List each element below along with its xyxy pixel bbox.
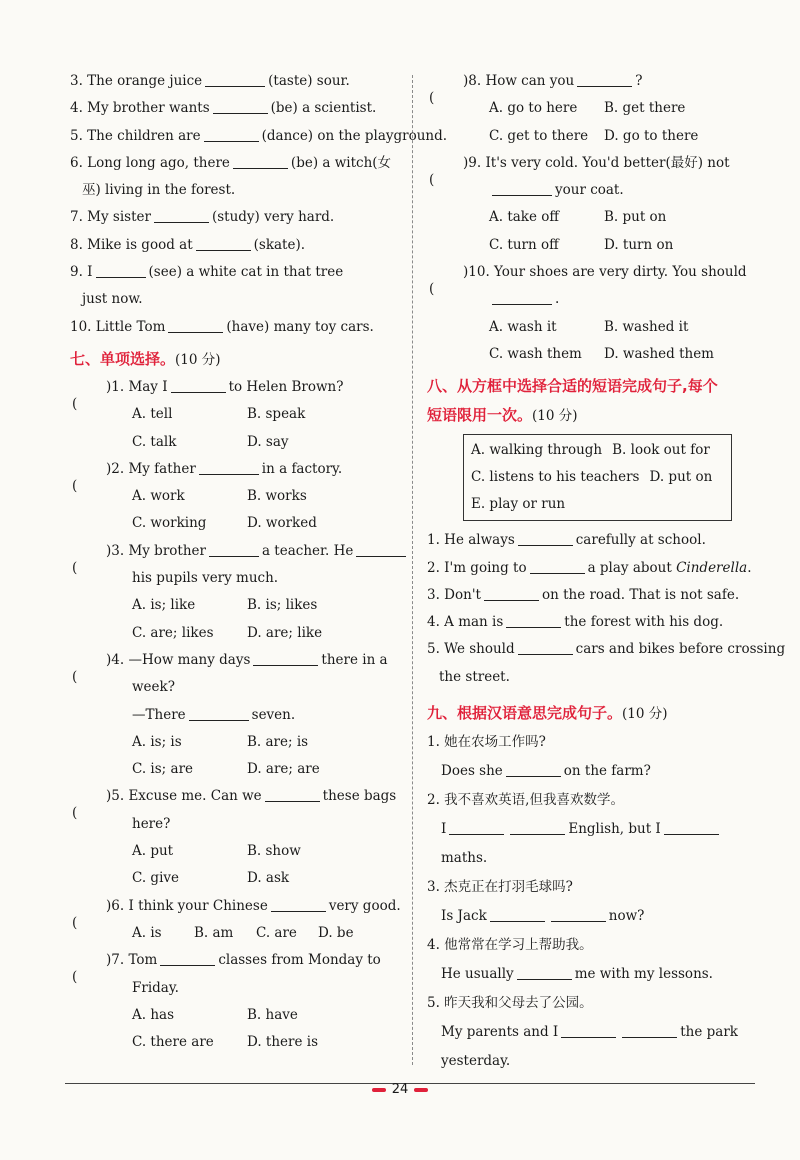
s8-pre: 2. I'm going to [427,559,527,576]
s8-pre: 4. A man is [427,614,504,631]
answer-blank[interactable] [160,953,215,966]
item-text: 9. I [70,264,93,281]
option[interactable]: D. turn on [604,236,674,253]
section9-list [427,728,759,1076]
option[interactable]: A. tell [132,406,173,423]
question-cont-text: —There [132,706,186,723]
question-cont-text: week? [132,679,175,696]
question-row [70,374,402,412]
s9-text: on the farm? [563,763,651,780]
s8-item [427,582,759,609]
option[interactable]: D. go to there [604,127,699,144]
option[interactable]: A. wash it [489,318,557,335]
fill-item [70,95,402,122]
option[interactable]: C. is; are [132,761,194,778]
fill-blank-list [70,68,448,341]
section9-title: 九、根据汉语意思完成句子。 [427,704,623,723]
question-row [70,893,402,931]
option[interactable]: D. be [318,924,354,941]
answer-blank[interactable] [622,1025,677,1038]
question-stem: )4. —How many days [106,651,251,668]
s9-chinese: 1. 她在农场工作吗? [427,734,546,751]
options-row [427,232,759,259]
fill-item [70,259,402,286]
question-cont [70,975,402,1002]
section9-points: (10 分) [622,706,668,723]
question-text [106,374,402,401]
answer-blank[interactable] [196,238,251,251]
multiple-choice-list-right [427,68,759,368]
paren-left: ( [429,281,435,298]
option[interactable]: D. there is [247,1034,319,1051]
answer-blank[interactable] [484,588,539,601]
answer-blank[interactable] [154,210,209,223]
options-row [427,204,759,231]
s8-item [427,664,759,691]
option[interactable]: A. put [132,843,174,860]
option[interactable]: C. are [256,924,297,941]
paren-left: ( [72,668,78,685]
left-column [70,68,448,1056]
question-text [106,783,402,810]
question-stem: )3. My brother [106,542,206,559]
question-text [463,259,759,286]
s9-text: now? [608,908,645,925]
answer-blank[interactable] [530,561,585,574]
question-cont [70,702,402,729]
question-cont [427,177,759,204]
answer-blank[interactable] [561,1025,616,1038]
question-stem: )2. My father [106,460,196,477]
item-hint: (dance) on the playground. [261,127,448,144]
answer-blank[interactable] [518,533,573,546]
s8-post: cars and bikes before crossing [575,641,786,658]
option[interactable]: D. ask [247,870,290,887]
s9-chinese: 3. 杰克正在打羽毛球吗? [427,879,573,896]
option[interactable]: B. get there [604,100,686,117]
options-row [70,920,402,947]
option[interactable]: C. are; likes [132,624,214,641]
question-stem: )8. How can you [463,73,575,89]
answer-blank[interactable] [577,74,632,87]
answer-blank[interactable] [233,156,288,169]
paren-left: ( [72,559,78,576]
s9-chinese: 5. 昨天我和父母去了公园。 [427,995,593,1012]
phrase-row [471,491,724,518]
answer-blank[interactable] [551,909,606,922]
question-rest: ? [635,73,643,89]
phrase-box [463,434,732,521]
question-text [106,538,402,565]
option[interactable]: B. speak [247,406,306,423]
options-row [427,341,759,368]
option[interactable]: C. turn off [489,236,559,253]
option[interactable]: A. is; is [132,733,182,750]
page-number-text: 24 [391,1082,409,1097]
s9-english [427,902,759,931]
question-cont-text: his pupils very much. [132,570,279,587]
question-cont-text: seven. [251,706,296,723]
s8-pre: the street. [439,668,510,685]
s9-english [427,1018,759,1047]
answer-blank[interactable] [199,462,259,475]
paren-left: ( [429,171,435,188]
question-cont [70,565,402,592]
phrase-row [471,464,724,491]
item-text: 6. Long long ago, there [70,154,230,171]
s8-title-em: Cinderella [671,559,748,576]
option[interactable]: D. washed them [604,345,714,362]
option[interactable]: B. is; likes [247,597,318,614]
phrase-option: D. put on [649,469,713,486]
question-rest: these bags [322,788,397,805]
section7-points: (10 分) [175,351,221,368]
item-text: 巫) living in the forest. [82,182,236,199]
s9-text: Is Jack [441,908,487,925]
item-text: 10. Little Tom [70,318,166,335]
options-row [70,838,402,865]
question-row [70,947,402,986]
question-cont-text: your coat. [555,182,624,199]
phrase-option: B. look out for [612,442,710,459]
option[interactable]: B. are; is [247,733,309,750]
option[interactable]: D. are; are [247,761,320,778]
option[interactable]: C. there are [132,1034,214,1051]
fill-item [70,123,448,150]
s8-post: on the road. That is not safe. [541,586,740,603]
options-row [70,620,402,647]
question-cont-text: here? [132,815,171,832]
page-number [0,1082,800,1097]
option[interactable]: C. wash them [489,345,582,362]
options-row [70,1029,402,1056]
question-row [70,456,402,494]
question-stem: )1. May I [106,378,168,395]
option[interactable]: C. give [132,870,180,887]
answer-blank[interactable] [490,909,545,922]
answer-blank[interactable] [492,292,552,305]
question-text [106,947,402,974]
item-text: 3. The orange juice [70,73,203,89]
fill-item [70,314,402,341]
option[interactable]: D. worked [247,515,317,532]
s9-text: I [441,821,447,838]
question-rest: classes from Monday to [218,952,381,969]
options-row [70,865,402,892]
options-row [70,1002,402,1029]
answer-blank[interactable] [664,822,719,835]
answer-blank[interactable] [271,899,326,912]
item-text: 7. My sister [70,209,151,226]
answer-blank[interactable] [506,615,561,628]
answer-blank[interactable] [205,74,265,87]
s8-item [427,555,759,582]
answer-blank[interactable] [265,789,320,802]
question-cont [427,286,759,313]
item-hint: (be) a scientist. [270,100,377,117]
s8-post: the forest with his dog. [564,614,724,631]
multiple-choice-list-left [70,374,402,1056]
options-row [427,95,759,122]
paren-left: ( [72,969,78,986]
question-stem: )9. It's very cold. You'd better(最好) not [463,154,730,171]
s9-english [427,757,759,786]
fill-item [70,68,402,95]
answer-blank[interactable] [492,183,552,196]
s8-pre: 5. We should [427,641,515,658]
answer-blank[interactable] [209,544,259,557]
phrase-option: A. walking through [471,442,603,459]
item-hint: (study) very hard. [211,209,335,226]
option[interactable]: D. are; like [247,624,323,641]
s9-chinese: 4. 他常常在学习上帮助我。 [427,937,593,954]
question-rest: in a factory. [261,460,343,477]
s9-chinese: 2. 我不喜欢英语,但我喜欢数学。 [427,792,624,809]
option[interactable]: B. have [247,1006,298,1023]
s8-item [427,636,786,663]
question-text [463,150,759,177]
dash-decoration [414,1088,428,1092]
question-rest: a teacher. He [261,542,354,559]
question-row [427,259,759,298]
paren-left: ( [429,90,435,106]
options-row [70,756,402,783]
answer-blank[interactable] [96,265,146,278]
option[interactable]: A. is; like [132,597,196,614]
item-text: 8. Mike is good at [70,236,193,253]
question-rest: very good. [328,897,401,914]
phrase-option: C. listens to his teachers [471,469,640,486]
dash-decoration [372,1088,386,1092]
paren-left: ( [72,395,78,412]
s8-tail: . [747,559,752,576]
option[interactable]: B. am [194,924,234,941]
phrase-row [471,437,724,464]
question-rest: there in a [321,651,388,668]
option[interactable]: A. is [132,924,162,941]
question-stem: )10. Your shoes are very dirty. You should [463,264,747,281]
options-row [70,729,402,756]
item-text: just now. [82,291,143,308]
column-divider [412,75,413,1065]
answer-blank[interactable] [204,129,259,142]
s8-post: carefully at school. [575,532,706,549]
question-text [463,68,759,95]
option[interactable]: A. take off [489,209,559,226]
section8-title-line1: 八、从方框中选择合适的短语完成句子,每个 [427,377,718,396]
options-row [70,483,402,510]
answer-blank[interactable] [518,642,573,655]
option[interactable]: A. has [132,1006,175,1023]
answer-blank[interactable] [449,822,504,835]
section7-title: 七、单项选择。 [70,349,176,368]
question-text [106,893,402,920]
option[interactable]: A. work [132,488,185,505]
fill-item [70,232,402,259]
option[interactable]: C. talk [132,433,177,450]
options-row [427,123,759,150]
s8-item [427,527,759,554]
period: . [555,291,560,308]
question-row [427,150,759,188]
question-stem: )7. Tom [106,952,158,969]
answer-blank[interactable] [517,967,572,980]
section8-heading [427,372,759,430]
section8-title-line2: 短语限用一次。 [427,406,533,425]
s9-english-cont: yesterday. [441,1053,511,1070]
section8-points: (10 分) [532,408,578,425]
answer-blank[interactable] [171,380,226,393]
item-hint: (taste) sour. [268,73,350,89]
item-hint: (skate). [253,236,306,253]
s8-item [427,609,759,636]
answer-blank[interactable] [506,764,561,777]
options-row [70,429,402,456]
question-cont [70,674,402,701]
item-hint: (see) a white cat in that tree [148,264,344,281]
item-hint: (be) a witch(女 [290,154,392,171]
answer-blank[interactable] [213,101,268,114]
question-stem: )5. Excuse me. Can we [106,788,262,805]
fill-item [70,150,402,177]
section8-list [427,527,786,691]
option[interactable]: B. works [247,488,307,505]
option[interactable]: B. washed it [604,318,689,335]
s9-text: Does she [441,763,503,780]
option[interactable]: C. working [132,515,207,532]
question-text [106,647,402,674]
question-text [106,456,402,483]
option[interactable]: D. say [247,433,289,450]
answer-blank[interactable] [356,544,406,557]
question-row [70,538,402,576]
s9-text: He usually [441,966,514,983]
fill-item [70,177,402,204]
s9-text: English, but I [568,821,661,838]
item-text: 4. My brother wants [70,100,210,117]
paren-left: ( [72,805,78,822]
question-row [70,647,402,685]
answer-blank[interactable] [168,320,223,333]
item-hint: (have) many toy cars. [226,318,374,335]
option[interactable]: C. get to there [489,127,589,144]
question-cont [70,811,402,838]
option[interactable]: B. put on [604,209,667,226]
fill-item [70,286,402,313]
options-row [70,592,402,619]
answer-blank[interactable] [253,653,318,666]
s9-english [427,815,759,844]
s9-text: the park [680,1024,738,1041]
s8-pre: 3. Don't [427,586,481,603]
right-column [427,68,786,1076]
answer-blank[interactable] [510,822,565,835]
section7-heading [70,345,402,374]
fill-item [70,204,402,231]
option[interactable]: A. go to here [489,100,578,117]
answer-blank[interactable] [189,708,249,721]
option[interactable]: B. show [247,843,301,860]
s8-pre: 1. He always [427,532,515,549]
s9-english [427,960,759,989]
options-row [70,401,402,428]
question-row [427,68,759,106]
s9-english-cont: maths. [441,850,488,867]
s9-text: My parents and I [441,1024,559,1041]
section9-heading [427,699,759,728]
paren-left: ( [72,477,78,494]
item-text: 5. The children are [70,127,201,144]
question-stem: )6. I think your Chinese [106,897,268,914]
question-cont-text: Friday. [132,979,179,996]
question-rest: to Helen Brown? [228,378,344,395]
options-row [427,314,759,341]
question-row [70,783,402,822]
s8-post: a play about [587,559,672,576]
s9-text: me with my lessons. [574,966,713,983]
phrase-option: E. play or run [471,496,566,513]
options-row [70,510,402,537]
paren-left: ( [72,914,78,931]
